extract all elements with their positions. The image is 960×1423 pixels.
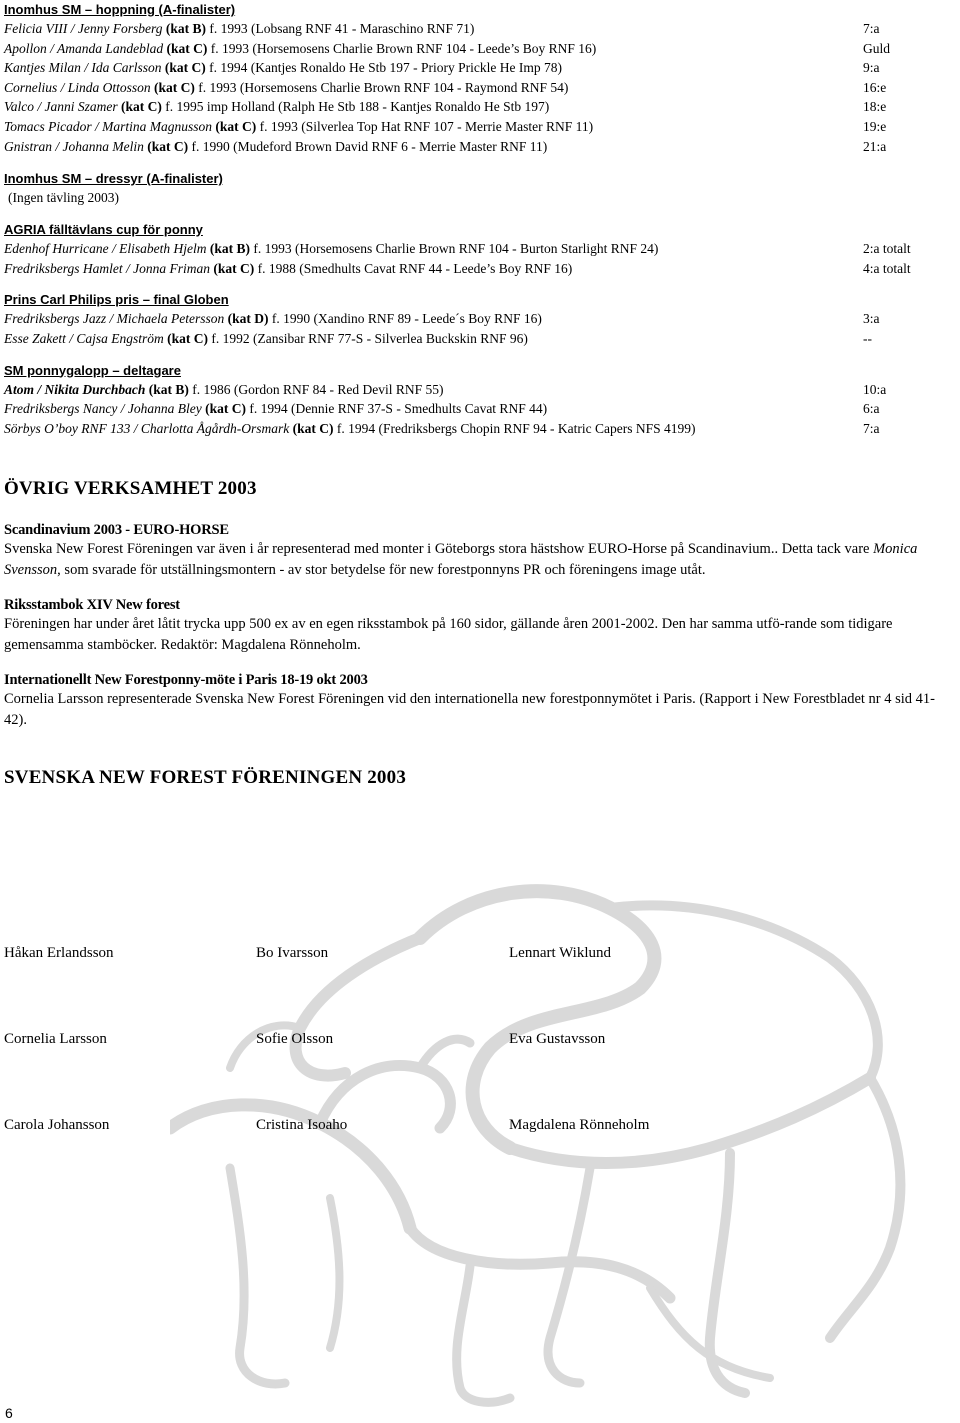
horse-rider-name: Apollon / Amanda Landeblad [4,40,164,56]
page-number: 6 [5,1405,13,1421]
category-label: (kat C) [150,79,195,95]
results-section [4,220,956,278]
paragraph-text: Föreningen har under året låtit trycka upp 500 ex av en egen riksstambok på 160 sidor, gällande åren 2001-2002. Den har samma utfö-rande som tidigare gemensamma stamböcker. Redaktör: Magdalena Rönneholm. [4,616,893,654]
result-row [4,58,956,78]
placement-result: Guld [863,40,890,56]
board-member-name: Magdalena Rönneholm [509,1117,650,1133]
result-row [4,39,956,59]
result-row [4,329,956,349]
result-entry [4,399,547,419]
horse-rider-name: Valco / Janni Szamer [4,99,118,115]
horse-rider-name: Sörbys O’boy RNF 133 / Charlotta Ågårdh-Orsmark [4,420,290,436]
category-label: (kat C) [163,330,209,346]
result-row [4,309,956,329]
category-label: (kat C) [212,118,257,134]
pedigree-text: f. 1995 imp Holland (Ralph He Stb 188 - Kantjes Ronaldo He Stb 197) [161,99,550,115]
results-section [4,169,956,208]
result-entry [4,58,562,78]
section-heading: ÖVRIG VERKSAMHET 2003 [4,478,257,500]
result-entry [4,419,695,439]
board-member-name: Håkan Erlandsson [4,945,114,961]
result-row [4,380,956,400]
result-entry [4,259,572,279]
spacer [4,500,956,522]
result-row [4,97,956,117]
result-entry [4,380,444,400]
board-member-name: Eva Gustavsson [509,1031,606,1047]
spacer [4,278,956,290]
category-label: (kat D) [224,311,269,327]
results-section [4,290,956,348]
board-row [4,1117,764,1139]
result-entry [4,78,568,98]
board-member-name: Sofie Olsson [256,1031,334,1047]
horse-rider-name: Felicia VIII / Jenny Forsberg [4,21,163,36]
pedigree-text: f. 1990 (Xandino RNF 89 - Leede´s Boy RNF 16) [268,311,542,327]
board-member-name: Bo Ivarsson [256,945,329,961]
pedigree-text: f. 1993 (Horsemosens Charlie Brown RNF 104 - Leede’s Boy RNF 16) [207,40,597,56]
results-section [4,0,956,156]
board-heading: SVENSKA NEW FOREST FÖRENINGEN 2003 [4,767,407,789]
paragraph-text: , som svarade för utställningsmontern - av stor betydelse för new forestponnyns PR och föreningens image utåt. [57,562,706,579]
placement-result: 6:a [863,401,880,417]
category-label: (kat B) [145,381,189,397]
person-name: Monica Svensson [4,541,918,579]
result-entry [4,97,549,117]
paragraph [4,689,956,731]
placement-result: 4:a totalt [863,260,911,276]
result-entry [4,137,547,157]
section-title: AGRIA fälltävlans cup för ponny [4,222,203,238]
category-label: (kat C) [289,420,334,436]
placement-result: 21:a [863,138,887,154]
board-row [4,945,764,967]
horse-rider-name: Fredriksbergs Nancy / Johanna Bley [4,401,202,417]
horse-rider-name: Cornelius / Linda Ottosson [4,79,151,95]
section-title: Prins Carl Philips pris – final Globen [4,292,229,308]
result-entry [4,117,593,137]
category-label: (kat C) [143,138,189,154]
pedigree-text: f. 1993 (Horsemosens Charlie Brown RNF 104 - Burton Starlight RNF 24) [249,241,659,257]
result-entry [4,19,474,39]
result-entry [4,309,542,329]
result-entry [4,239,658,259]
board-row [4,1031,764,1053]
result-entry [4,329,528,349]
pedigree-text: f. 1988 (Smedhults Cavat RNF 44 - Leede’s Boy RNF 16) [254,260,573,276]
placement-result: 7:a [863,21,880,36]
placement-result: 2:a totalt [863,241,911,257]
pedigree-text: f. 1993 (Lobsang RNF 41 - Maraschino RNF 71) [205,21,475,36]
horse-rider-name: Kantjes Milan / Ida Carlsson [4,60,162,76]
subsection-title: Riksstambok XIV New forest [4,597,180,614]
result-row [4,137,956,157]
subsection-title: Scandinavium 2003 - EURO-HORSE [4,522,229,539]
results-section [4,361,956,439]
result-row [4,78,956,98]
pedigree-text: f. 1994 (Kantjes Ronaldo He Stb 197 - Priory Prickle He Imp 78) [205,60,562,76]
result-row [4,419,956,439]
spacer [4,731,956,767]
section-title: Inomhus SM – dressyr (A-finalister) [4,171,223,187]
document-content [4,0,956,789]
spacer [4,581,956,597]
horse-rider-name: Esse Zakett / Cajsa Engström [4,330,164,346]
spacer [4,349,956,361]
result-row [4,239,956,259]
horse-rider-name: Fredriksbergs Hamlet / Jonna Friman [4,260,210,276]
spacer [4,208,956,220]
placement-result: 16:e [863,79,887,95]
horse-rider-name: Tomacs Picador / Martina Magnusson [4,118,213,134]
placement-result: 18:e [863,99,887,115]
category-label: (kat C) [117,99,162,115]
category-label: (kat C) [161,60,206,76]
paragraph [4,539,956,581]
result-row [4,259,956,279]
paragraph-text: Svenska New Forest Föreningen var även i år representerad med monter i Göteborgs stora hästshow EURO-Horse på Scandinavium.. Detta tack vare [4,541,874,558]
board-member-name: Carola Johansson [4,1117,110,1133]
result-row [4,117,956,137]
paragraph [4,614,956,656]
result-row [4,19,956,39]
spacer [4,156,956,169]
pedigree-text: f. 1986 (Gordon RNF 84 - Red Devil RNF 55) [188,381,444,397]
category-label: (kat C) [163,40,208,56]
placement-result: 3:a [863,311,880,327]
placement-result: 9:a [863,60,880,76]
horse-rider-name: Gnistran / Johanna Melin [4,138,144,154]
board-member-name: Cornelia Larsson [4,1031,107,1047]
horse-rider-name: Edenhof Hurricane / Elisabeth Hjelm [4,241,207,257]
section-title: Inomhus SM – hoppning (A-finalister) [4,2,236,17]
subsection-title: Internationellt New Forestponny-möte i Paris 18-19 okt 2003 [4,672,368,689]
section-title: SM ponnygalopp – deltagare [4,362,181,378]
category-label: (kat C) [201,401,246,417]
board-member-name: Lennart Wiklund [509,945,612,961]
category-label: (kat C) [209,260,255,276]
placement-result: 7:a [863,420,880,436]
horse-rider-name: Atom / Nikita Durchbach [4,381,146,397]
board-member-name: Cristina Isoaho [256,1117,348,1133]
placement-result: 19:e [863,118,887,134]
result-entry [4,39,596,59]
pedigree-text: f. 1990 (Mudeford Brown David RNF 6 - Merrie Master RNF 11) [188,138,548,154]
category-label: (kat B) [206,241,250,257]
horse-rider-name: Fredriksbergs Jazz / Michaela Petersson [4,311,225,327]
pedigree-text: f. 1993 (Horsemosens Charlie Brown RNF 104 - Raymond RNF 54) [194,79,569,95]
spacer [4,438,956,478]
placement-result: -- [863,330,872,346]
section-note: (Ingen tävling 2003) [8,190,119,206]
pedigree-text: f. 1993 (Silverlea Top Hat RNF 107 - Merrie Master RNF 11) [256,118,594,134]
category-label: (kat B) [162,21,206,36]
result-row [4,399,956,419]
pedigree-text: f. 1994 (Dennie RNF 37-S - Smedhults Cavat RNF 44) [245,401,548,417]
pedigree-text: f. 1994 (Fredriksbergs Chopin RNF 94 - Katric Capers NFS 4199) [333,420,696,436]
spacer [4,656,956,672]
placement-result: 10:a [863,381,887,397]
pedigree-text: f. 1992 (Zansibar RNF 77-S - Silverlea Buckskin RNF 96) [208,330,528,346]
paragraph-text: Cornelia Larsson representerade Svenska New Forest Föreningen vid den internationella new forestponnymötet i Paris. (Rapport i New Forestbladet nr 4 sid 41- 42). [4,691,935,729]
